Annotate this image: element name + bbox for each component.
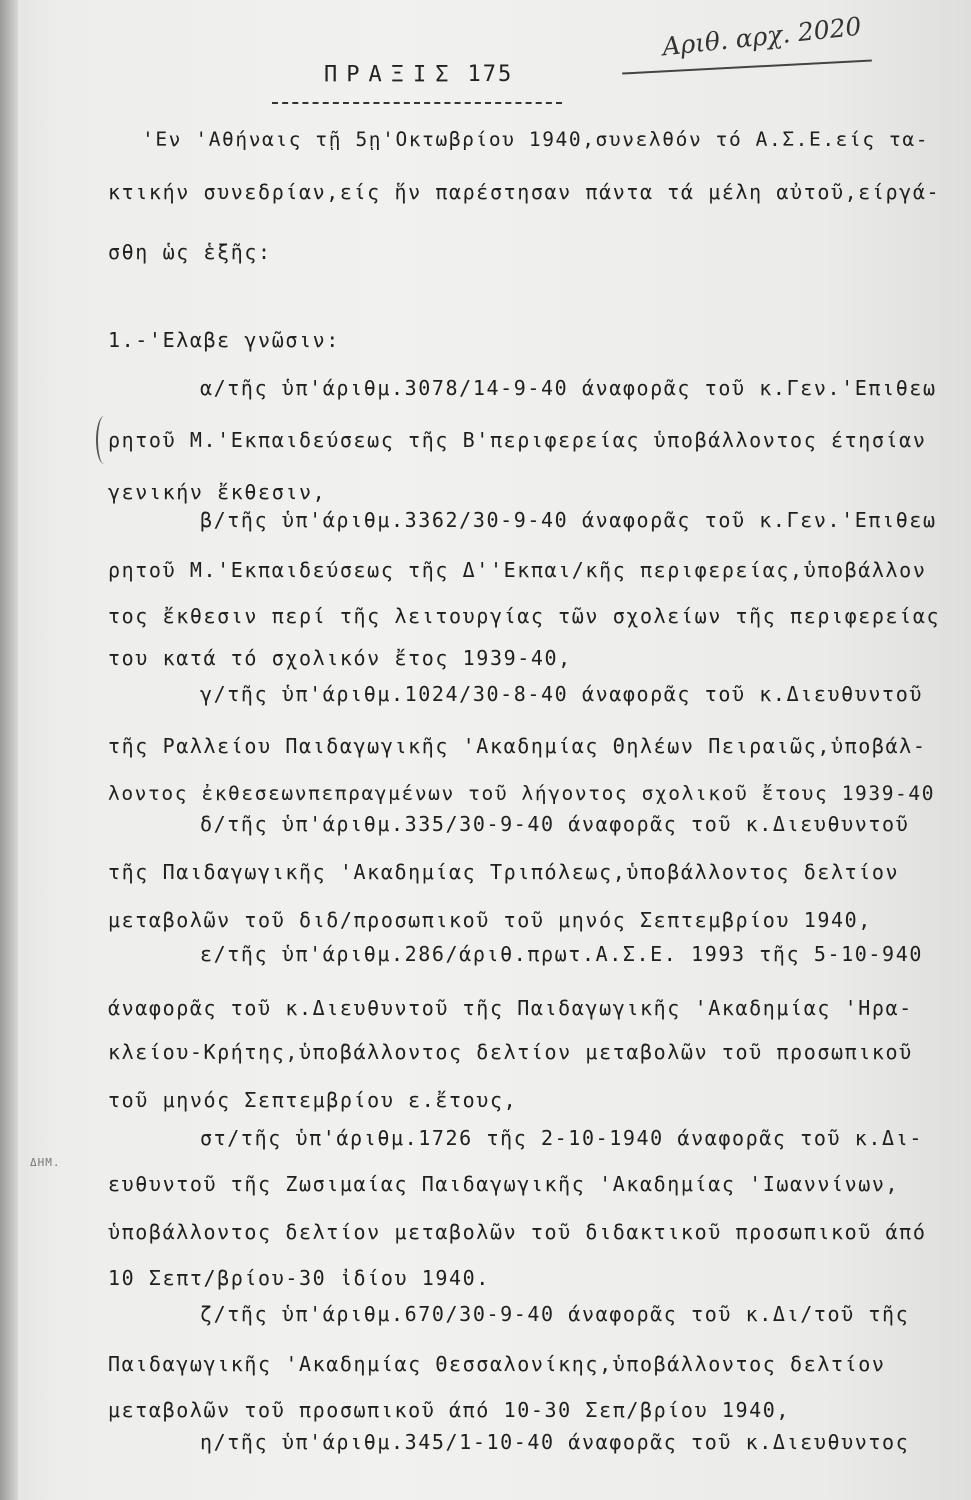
text-line: τῆς Ραλλείου Παιδαγωγικῆς 'Ακαδημίας Θηλέων Πειραιῶς,ὑποβάλ- xyxy=(108,734,927,758)
document-title xyxy=(324,62,513,87)
text-line: άναφορᾶς τοῦ κ.Διευθυντοῦ τῆς Παιδαγωγικῆς 'Ακαδημίας 'Ηρα- xyxy=(108,996,913,1020)
text-line: τοῦ μηνός Σεπτεμβρίου ε.ἔτους, xyxy=(108,1088,518,1112)
text-line: 1.-'Ελαβε γνῶσιν: xyxy=(108,328,340,352)
text-line: τος ἔκθεσιν περί τῆς λειτουργίας τῶν σχολείων τῆς περιφερείας xyxy=(108,604,941,628)
text-line: ρητοῦ Μ.'Εκπαιδεύσεως τῆς Δ''Εκπαι/κῆς περιφερείας,ὑποβάλλον xyxy=(108,558,927,582)
page-edge-shadow xyxy=(0,0,18,1500)
title-number: 175 xyxy=(467,62,514,87)
text-line: τῆς Παιδαγωγικῆς 'Ακαδημίας Τριπόλεως,ὑποβάλλοντος δελτίον xyxy=(108,860,900,884)
text-line: ευθυντοῦ τῆς Ζωσιμαίας Παιδαγωγικῆς 'Ακαδημίας 'Ιωαννίνων, xyxy=(108,1172,900,1196)
title-underline xyxy=(272,102,562,104)
text-line: λοντος ἐκθεσεωνπεπραγμένων τοῦ λήγοντος σχολικοῦ ἔτους 1939-40 xyxy=(108,782,936,805)
text-line: 10 Σεπτ/βρίου-30 ἰδίου 1940. xyxy=(108,1266,490,1290)
text-line: 'Εν 'Αθήναις τῇ 5ῃ'Οκτωβρίου 1940,συνελθόν τό Α.Σ.Ε.είς τα- xyxy=(142,128,930,151)
text-line: κλείου-Κρήτης,ὑποβάλλοντος δελτίον μεταβολῶν τοῦ προσωπικοῦ xyxy=(108,1040,913,1064)
text-line: σθη ὡς ἑξῆς: xyxy=(108,240,272,264)
text-line: η/τῆς ὑπ'άριθμ.345/1-10-40 άναφορᾶς τοῦ κ.Διευθυντος xyxy=(200,1430,910,1454)
handwritten-archive-note: Αριθ. αρχ. 2020 xyxy=(661,11,863,62)
title-word: ΠΡΑΞΙΣ xyxy=(324,62,458,87)
text-line: ζ/τῆς ὑπ'άριθμ.670/30-9-40 άναφορᾶς τοῦ κ.Δι/τοῦ τῆς xyxy=(200,1302,910,1326)
text-line: β/τῆς ὑπ'άριθμ.3362/30-9-40 άναφορᾶς τοῦ κ.Γεν.'Επιθεω xyxy=(200,508,937,532)
text-line: στ/τῆς ὑπ'άριθμ.1726 τῆς 2-10-1940 άναφορᾶς τοῦ κ.Δι- xyxy=(200,1126,923,1150)
archive-note-underline xyxy=(622,59,872,74)
text-line: Παιδαγωγικῆς 'Ακαδημίας Θεσσαλονίκης,ὑποβάλλοντος δελτίον xyxy=(108,1352,886,1376)
text-line: ε/τῆς ὑπ'άριθμ.286/άριθ.πρωτ.Α.Σ.Ε. 1993 τῆς 5-10-940 xyxy=(200,942,923,966)
text-line: ρητοῦ Μ.'Εκπαιδεύσεως τῆς Β'περιφερείας ὑποβάλλοντος έτησίαν xyxy=(108,428,927,452)
text-line: γ/τῆς ὑπ'άριθμ.1024/30-8-40 άναφορᾶς τοῦ κ.Διευθυντοῦ xyxy=(200,682,923,706)
text-line: μεταβολῶν τοῦ προσωπικοῦ άπό 10-30 Σεπ/βρίου 1940, xyxy=(108,1398,791,1422)
text-line: α/τῆς ὑπ'άριθμ.3078/14-9-40 άναφορᾶς τοῦ κ.Γεν.'Επιθεω xyxy=(200,376,937,400)
text-line: κτικήν συνεδρίαν,είς ἥν παρέστησαν πάντα τά μέλη αὐτοῦ,είργά- xyxy=(108,180,941,204)
text-line: μεταβολῶν τοῦ διδ/προσωπικοῦ τοῦ μηνός Σεπτεμβρίου 1940, xyxy=(108,908,872,932)
text-line: γενικήν ἔκθεσιν, xyxy=(108,480,327,504)
margin-note: ΔΗΜ. xyxy=(30,1156,61,1169)
text-line: του κατά τό σχολικόν ἔτος 1939-40, xyxy=(108,646,572,670)
text-line: ὑποβάλλοντος δελτίον μεταβολῶν τοῦ διδακτικοῦ προσωπικοῦ άπό xyxy=(108,1220,927,1244)
text-line: δ/τῆς ὑπ'άριθμ.335/30-9-40 άναφορᾶς τοῦ κ.Διευθυντοῦ xyxy=(200,812,910,836)
